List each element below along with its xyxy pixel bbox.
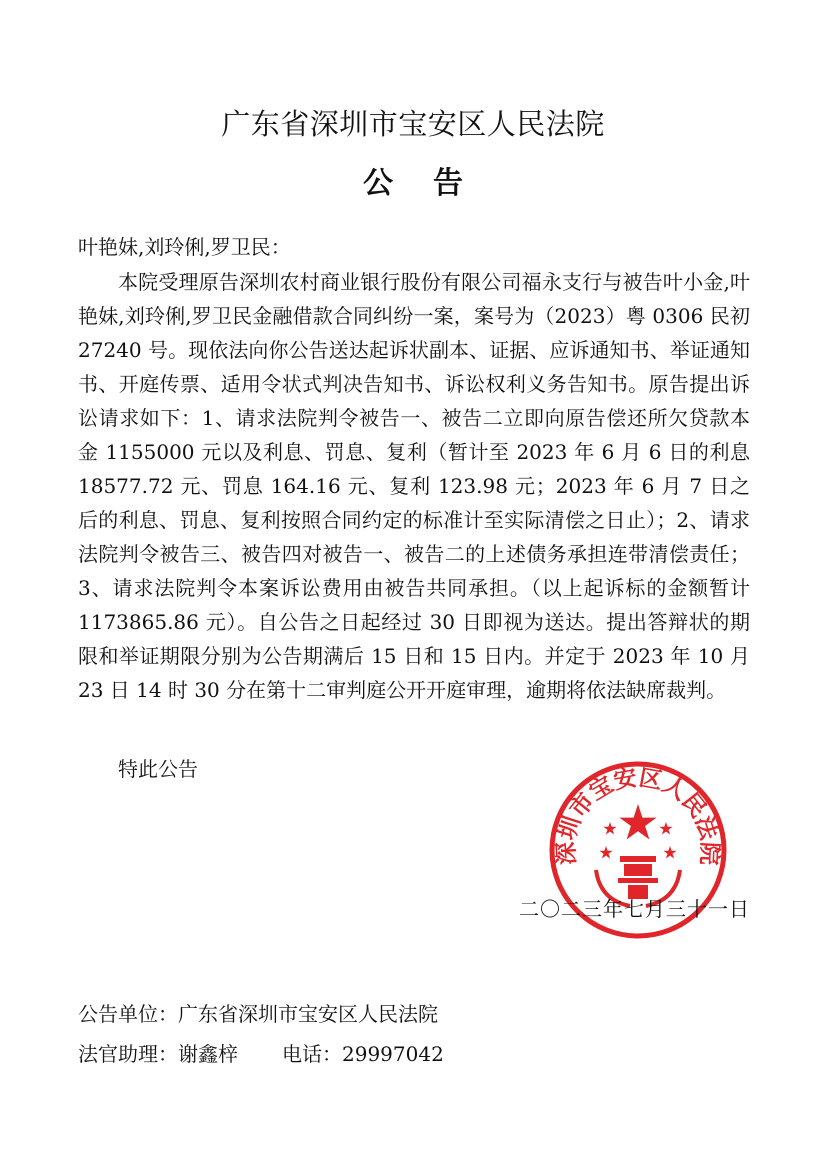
phone-label: 电话： (282, 1042, 342, 1066)
document-title (0, 163, 826, 205)
announcement-body: 本院受理原告深圳农村商业银行股份有限公司福永支行与被告叶小金,叶艳妹,刘玲俐,罗卫民金融借款合同纠纷一案，案号为（2023）粤 0306 民初 27240 号。现依法向你公告送达起诉状副本、证据、应诉通知书、举证通知书、开庭传票、适用令状式判决告知书、诉讼权利义务告知书。原告提出诉讼请求如下：1、请求法院判令被告一、被告二立即向原告偿还所欠贷款本金 1155000 元以及利息、罚息、复利（暂计至 2023 年 6 月 6 日的利息 18577.72 元、罚息 164.16 元、复利 123.98 元；2023 年 6 月 7 日之后的利息、罚息、复利按照合同约定的标准计至实际清偿之日止）；2、请求法院判令被告三、被告四对被告一、被告二的上述债务承担连带清偿责任；3、请求法院判令本案诉讼费用由被告共同承担。（以上起诉标的金额暂计 1173865.86 元）。自公告之日起经过 30 日即视为送达。提出答辩状的期限和举证期限分别为公告期满后 15 日和 15 日内。并定于 2023 年 10 月 23 日 14 时 30 分在第十二审判庭公开开庭审理，逾期将依法缺席裁判。 (78, 270, 750, 702)
seal-text: 深圳市宝安区人民法院 (553, 765, 723, 866)
national-emblem-icon (599, 804, 676, 899)
footer-contact (78, 1039, 444, 1069)
phone-number: 29997042 (342, 1042, 444, 1066)
unit-value: 广东省深圳市宝安区人民法院 (178, 1002, 438, 1026)
addressee: 叶艳妹,刘玲俐,罗卫民： (78, 235, 291, 259)
assistant-label: 法官助理： (78, 1042, 178, 1066)
title-char-2: 告 (433, 166, 463, 201)
announcement-date: 二〇二三年七月三十一日 (519, 897, 750, 921)
assistant-name: 谢鑫梓 (178, 1042, 238, 1066)
unit-label: 公告单位： (78, 1002, 178, 1026)
footer-unit (78, 999, 438, 1029)
title-char-1: 公 (363, 166, 393, 201)
closing-phrase: 特此公告 (118, 757, 198, 781)
court-name-heading: 广东省深圳市宝安区人民法院 (221, 107, 605, 141)
